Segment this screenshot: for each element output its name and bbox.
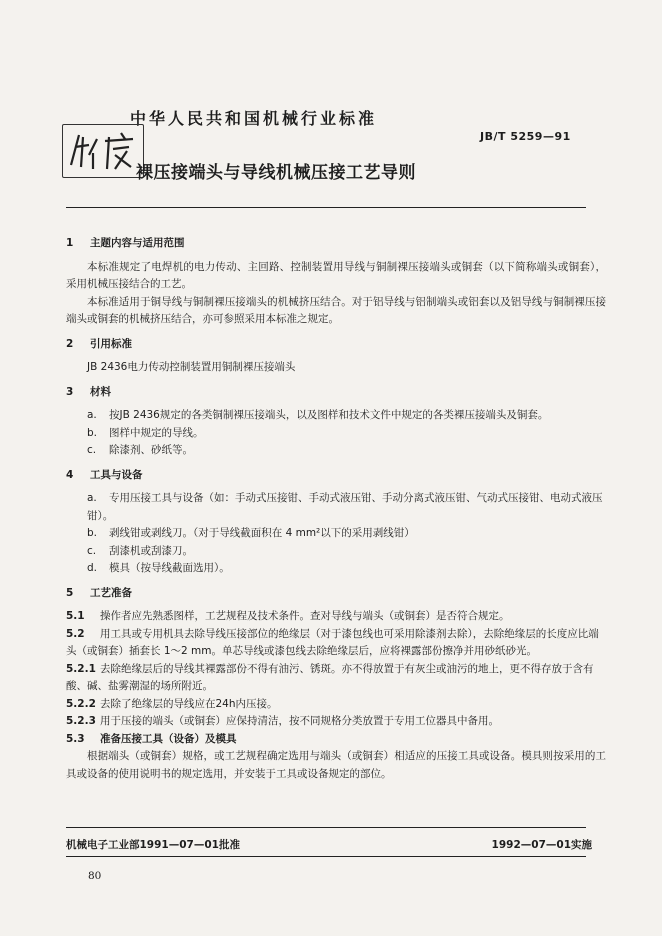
list-item: d. 模具（按导线截面选用）。: [87, 562, 230, 574]
list-item: a. 专用压接工具与设备（如：手动式压接钳、手动式液压钳、手动分离式液压钳、气动式压接钳、电动式液压钳）。: [87, 492, 603, 522]
organization-title: 中华人民共和国机械行业标准: [130, 109, 378, 128]
clause-5-2-1: 5.2.1 去除绝缘层后的导线其裸露部份不得有油污、锈斑。亦不得放置于有灰尘或油污的地上，更不得存放于含有酸、碱、盐雾潮湿的场所附近。: [66, 662, 594, 692]
document-title: 裸压接端头与导线机械压接工艺导则: [136, 163, 416, 183]
approval-date: 机械电子工业部1991—07—01批准: [66, 839, 240, 851]
handwritten-stamp-icon: [63, 125, 143, 177]
reference-standard: JB 2436电力传动控制装置用铜制裸压接端头: [87, 361, 296, 373]
implementation-date: 1992—07—01实施: [491, 839, 592, 851]
section-1-paragraph-2: 本标准适用于铜导线与铜制裸压接端头的机械挤压结合。对于铝导线与铝制端头或铝套以及铝导线与铜制裸压接端头或铜套的机械挤压结合，亦可参照采用本标准之规定。: [66, 295, 606, 325]
clause-5-2-3: 5.2.3 用于压接的端头（或铜套）应保持清洁，按不同规格分类放置于专用工位器具中备用。: [66, 715, 499, 727]
section-1-paragraph-1: 本标准规定了电焊机的电力传动、主回路、控制装置用导线与铜制裸压接端头或铜套（以下简称端头或铜套），采用机械压接结合的工艺。: [66, 260, 606, 290]
list-item: c. 刮漆机或刮漆刀。: [87, 544, 193, 557]
clause-5-3: 5.3 准备压接工具（设备）及模具: [66, 732, 237, 745]
clause-5-3-paragraph: 根据端头（或铜套）规格，或工艺规程确定选用与端头（或铜套）相适应的压接工具或设备。模具则按采用的工具或设备的使用说明书的规定选用，并安装于工具或设备规定的部位。: [66, 750, 606, 780]
footer-rule: [66, 856, 586, 857]
list-item: a. 按JB 2436规定的各类铜制裸压接端头，以及图样和技术文件中规定的各类裸压接端头及铜套。: [87, 409, 549, 421]
clause-5-1: 5.1 操作者应先熟悉图样，工艺规程及技术条件。查对导线与端头（或铜套）是否符合规定。: [66, 610, 510, 622]
footer-divider: [66, 827, 586, 828]
list-item: c. 除漆剂、砂纸等。: [87, 444, 193, 456]
clause-5-2-2: 5.2.2 去除了绝缘层的导线应在24h内压接。: [66, 697, 278, 710]
section-2-heading: 2 引用标准: [66, 337, 132, 350]
section-3-heading: 3 材料: [66, 385, 111, 398]
clause-5-2: 5.2 用工具或专用机具去除导线压接部位的绝缘层（对于漆包线也可采用除漆剂去除），去除绝缘层的长度应比端头（或铜套）插套长 1～2 mm。单芯导线或漆包线去除绝缘层后，应将裸露部份擦净并用砂纸砂光。: [66, 627, 599, 657]
section-4-heading: 4 工具与设备: [66, 468, 143, 481]
document-body: [66, 228, 606, 783]
page-number: 80: [88, 870, 102, 882]
obsolete-stamp: [62, 124, 144, 178]
standard-number: JB/T 5259—91: [480, 130, 571, 143]
section-1-heading: 1 主题内容与适用范围: [66, 237, 185, 249]
header-divider: [66, 207, 586, 208]
list-item: b. 剥线钳或剥线刀。（对于导线截面积在 4 mm²以下的采用剥线钳）: [87, 527, 415, 539]
section-5-heading: 5 工艺准备: [66, 586, 132, 599]
list-item: b. 图样中规定的导线。: [87, 426, 204, 439]
